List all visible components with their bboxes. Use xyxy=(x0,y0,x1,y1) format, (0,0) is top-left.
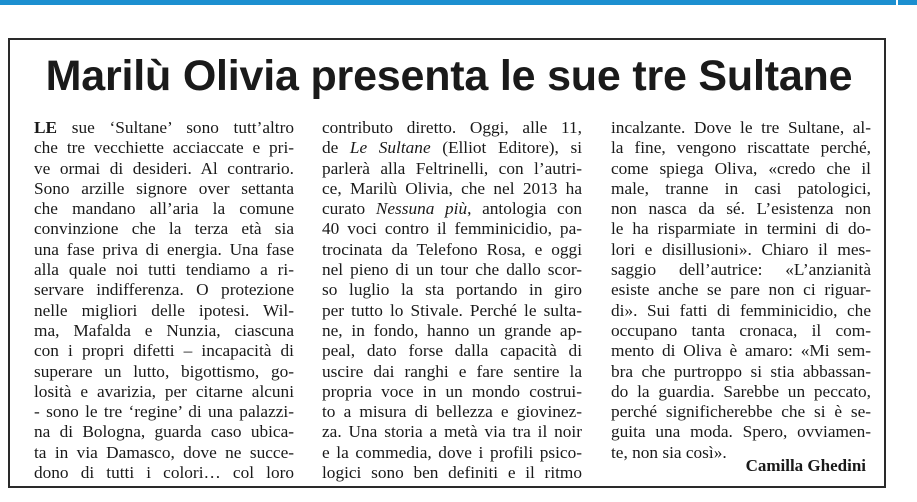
text-line: esiste anche se pare non ci riguar- xyxy=(611,280,871,300)
text-line: peal, dato forse dalla capacità di xyxy=(322,341,582,361)
top-rule-end xyxy=(898,0,917,5)
text-line: una fase priva di energia. Una fase xyxy=(34,239,294,259)
text-line: la fine, vengono riscattate perché, xyxy=(611,138,871,158)
text-line: per tutto lo Stivale. Perché le sulta- xyxy=(322,300,582,320)
text-line: saggio dell’autrice: «L’anzianità xyxy=(611,260,871,280)
text-line: male, tranne in casi patologici, xyxy=(611,178,871,198)
text-line: superare un lutto, bigottismo, go- xyxy=(34,361,294,381)
text-line: LE sue ‘Sultane’ sono tutt’altro xyxy=(34,118,294,137)
text-line: contributo diretto. Oggi, alle 11, xyxy=(322,118,582,137)
article-box xyxy=(8,38,886,488)
text-line: non nasca da sé. L’esistenza non xyxy=(611,199,871,219)
text-line: losità e avarizia, per citarne alcuni xyxy=(34,381,294,401)
text-line: e la commedia, dove i profili psico- xyxy=(322,442,582,462)
text-line: che tre vecchiette acciaccate e pri- xyxy=(34,138,294,158)
text-line: de Le Sultane (Elliot Editore), si xyxy=(322,138,582,158)
text-line: propria voce in un mondo costrui- xyxy=(322,381,582,401)
text-line: perché significherebbe che si è se- xyxy=(611,402,871,422)
text-line: to a misura di bellezza e giovinez- xyxy=(322,402,582,422)
text-line: mento di Oliva è amaro: «Mi sem- xyxy=(611,341,871,361)
text-line: te, non sia così». xyxy=(611,442,727,462)
text-line: Sono arzille signore over settanta xyxy=(34,178,294,198)
text-line: con i propri difetti – incapacità di xyxy=(34,341,294,361)
lead-word: LE xyxy=(34,118,58,137)
text-line: come spiega Oliva, «credo che il xyxy=(611,158,871,178)
article-column-1 xyxy=(34,118,294,483)
text-line: za. Una storia a metà via tra il noir xyxy=(322,422,582,442)
text-line: nel pieno di un tour che dallo scor- xyxy=(322,260,582,280)
text-line: curato Nessuna più, antologia con xyxy=(322,199,582,219)
byline: Camilla Ghedini xyxy=(745,456,866,475)
text-line: dono di tutti i colori… col loro xyxy=(34,463,294,483)
text-line: na di Bologna, guarda caso ubica- xyxy=(34,422,294,442)
text-line: uscire dai ranghi e fare sentire la xyxy=(322,361,582,381)
text-line: ve ormai di desideri. Al contrario. xyxy=(34,158,294,178)
text-line: logici sono ben definiti e il ritmo xyxy=(322,463,582,483)
text-line: parlerà alla Feltrinelli, con l’autri- xyxy=(322,158,582,178)
text-line: incalzante. Dove le tre Sultane, al- xyxy=(611,118,871,137)
text-line: guita una moda. Spero, ovviamen- xyxy=(611,422,871,442)
top-rule xyxy=(0,0,896,5)
text-line: occupano tanta cronaca, il com- xyxy=(611,320,871,340)
text-line: le ha risparmiate in termini di do- xyxy=(611,219,871,239)
text-line: trocinata da Telefono Rosa, e oggi xyxy=(322,239,582,259)
text-line: servare indifferenza. O protezione xyxy=(34,280,294,300)
text-line: che mandano all’aria la comune xyxy=(34,199,294,219)
text-line: lori e disillusioni». Chiaro il mes- xyxy=(611,239,871,259)
text-line: bra che purtroppo si stia abbassan- xyxy=(611,361,871,381)
text-line: di». Sui fatti di femminicidio, che xyxy=(611,300,871,320)
article-column-2 xyxy=(322,118,582,483)
text-line: ne, in fondo, hanno un grande ap- xyxy=(322,320,582,340)
article-column-3 xyxy=(611,118,871,463)
text-line: ta in via Damasco, dove ne succe- xyxy=(34,442,294,462)
headline: Marilù Olivia presenta le sue tre Sultane xyxy=(45,52,853,100)
text-line: alla quale noi tutti tendiamo a ri- xyxy=(34,260,294,280)
text-line: ce, Marilù Olivia, che nel 2013 ha xyxy=(322,178,582,198)
text-line: 40 voci contro il femminicidio, pa- xyxy=(322,219,582,239)
text-line: do la guardia. Sarebbe un peccato, xyxy=(611,381,871,401)
text-line: nelle migliori delle ipotesi. Wil- xyxy=(34,300,294,320)
text-line: - sono le tre ‘regine’ di una palazzi- xyxy=(34,402,294,422)
text-line: convinzione che la terza età sia xyxy=(34,219,294,239)
text-line: so luglio la sta portando in giro xyxy=(322,280,582,300)
text-line: ma, Mafalda e Nunzia, ciascuna xyxy=(34,320,294,340)
